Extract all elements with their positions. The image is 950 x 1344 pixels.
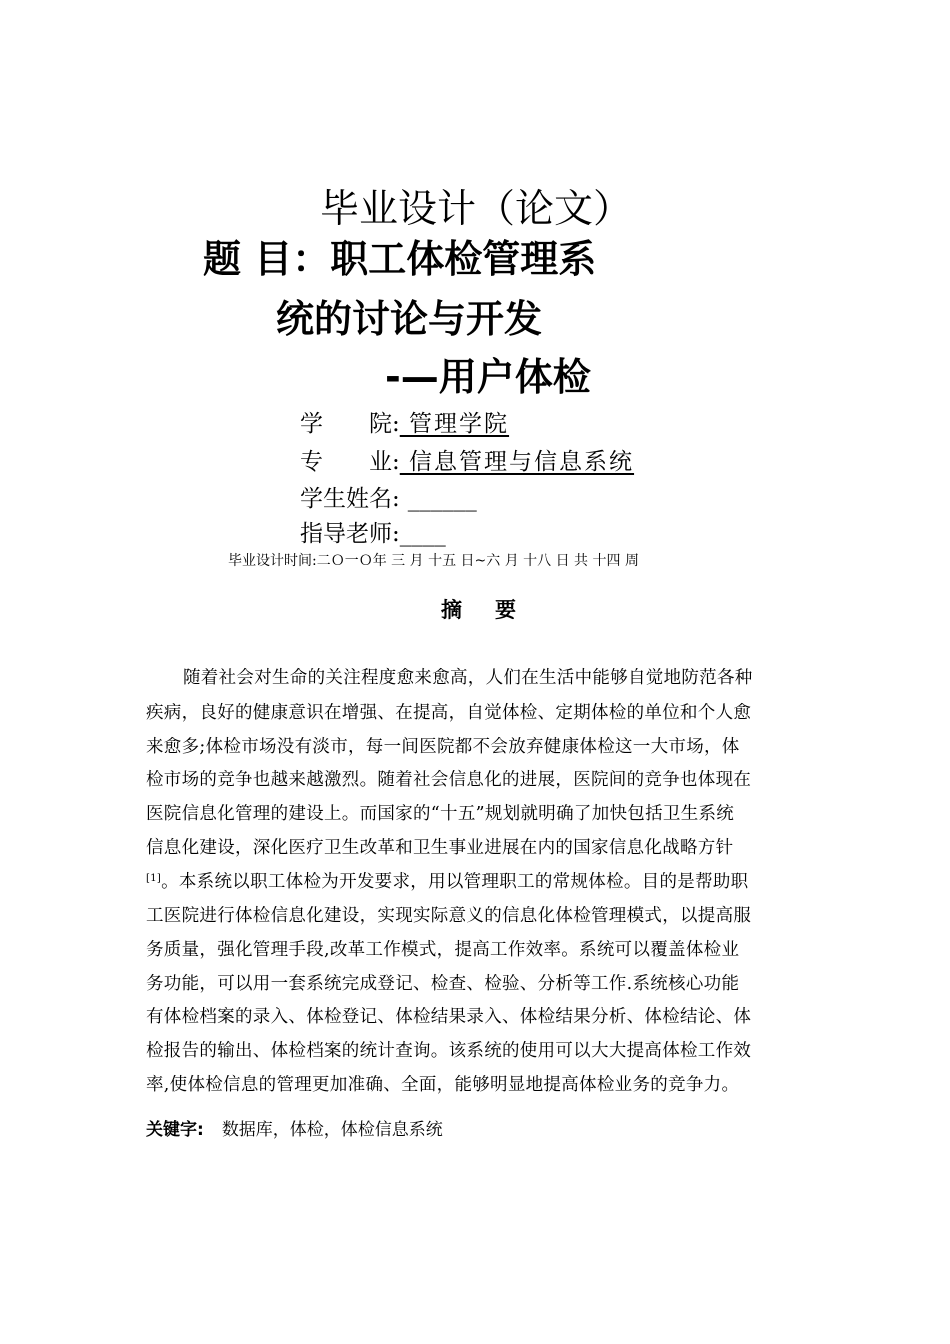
abstract-line: 有体检档案的录入、体检登记、体检结果录入、体检结果分析、体检结论、体 [146, 1007, 752, 1027]
abstract-line: 信息化建设，深化医疗卫生改革和卫生事业进展在内的国家信息化战略方针 [146, 838, 734, 858]
keywords-label: 关键字: [146, 1120, 204, 1140]
abstract-line: 检报告的输出、体检档案的统计查询。该系统的使用可以大大提高体检工作效 [146, 1041, 752, 1061]
abstract-heading: 摘 要 [441, 598, 522, 622]
topic-title-line1: 题 目：职工体检管理系 [203, 237, 597, 281]
advisor-value: ____ [399, 521, 446, 547]
abstract-line: 务功能，可以用一套系统完成登记、检查、检验、分析等工作.系统核心功能 [146, 974, 740, 994]
student-value: ______ [407, 486, 477, 512]
keywords-row [146, 1115, 443, 1140]
abstract-line-text: 。本系统以职工体检为开发要求，用以管理职工的常规体检。目的是帮助职 [161, 872, 749, 892]
major-row [300, 443, 634, 476]
student-label: 学生姓名: [300, 486, 400, 512]
topic-title-line3: -—用户体检 [385, 355, 591, 399]
abstract-line: 医院信息化管理的建设上。而国家的“十五”规划就明确了加快包括卫生系统 [146, 804, 735, 824]
major-label: 专 业: [300, 449, 400, 475]
abstract-line: 率,使体检信息的管理更加准确、全面，能够明显地提高体检业务的竞争力。 [146, 1075, 740, 1095]
citation-mark: [1] [146, 873, 162, 884]
college-label: 学 院: [300, 411, 400, 437]
topic-title-line2: 统的讨论与开发 [276, 297, 543, 341]
keywords-value: 数据库，体检，体检信息系统 [221, 1120, 443, 1140]
advisor-label: 指导老师: [300, 521, 400, 547]
abstract-line: 检市场的竞争也越来越激烈。随着社会信息化的进展，医院间的竞争也体现在 [146, 770, 752, 790]
abstract-line [146, 874, 748, 892]
student-row [300, 480, 477, 513]
college-value: 管理学院 [399, 411, 510, 437]
abstract-line: 疾病，良好的健康意识在增强、在提高，自觉体检、定期体检的单位和个人愈 [146, 703, 752, 723]
design-time: 毕业设计时间:二Ｏ一Ｏ年 三 月 十五 日~六 月 十八 日 共 十四 周 [228, 553, 639, 569]
advisor-row [300, 515, 446, 548]
thesis-type-title: 毕业设计（论文） [320, 187, 633, 232]
college-row [300, 405, 509, 438]
major-value: 信息管理与信息系统 [399, 449, 635, 475]
abstract-line: 随着社会对生命的关注程度愈来愈高，人们在生活中能够自觉地防范各种 [183, 668, 753, 688]
abstract-line: 务质量，强化管理手段,改革工作模式，提高工作效率。系统可以覆盖体检业 [146, 940, 740, 960]
abstract-line: 来愈多;体检市场没有淡市，每一间医院都不会放弃健康体检这一大市场，体 [146, 737, 740, 757]
abstract-line: 工医院进行体检信息化建设，实现实际意义的信息化体检管理模式，以提高服 [146, 906, 752, 926]
